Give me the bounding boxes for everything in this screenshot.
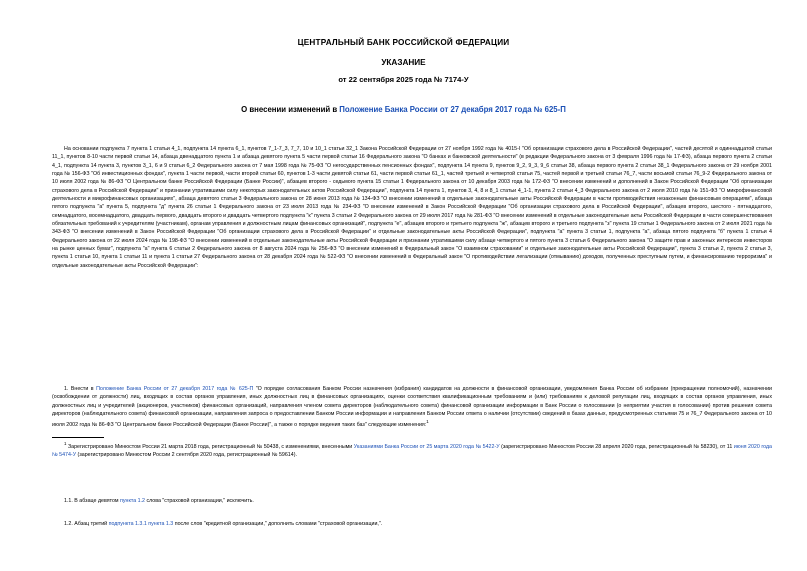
item-1-1 (52, 497, 772, 505)
point-1-text: "О порядке согласования Банком России назначения (избрания) кандидатов на должности в финансовой организации, уведомления Банка России об избрании (прекращении полномочий), назначении (освобождении от должности) лиц, входящих в состав органов управления, иных должностных лиц в финансовых организациях, оценки соответствия квалификационным требованиям и (или) требованиям к деловой репутации лиц, входящих в состав органов управления, иных должностных лиц и учредителей (акционеров, участников) финансовых организаций, направления членом совета директоров (наблюдательного совета) финансовой организации информации в Банк России о голосовании (о неприятии участия в голосовании) против решения совета директоров (наблюдательного совета) финансовой организации, направления запроса о предоставлении Банком России информации и направления Банком России ответа о наличии (отсутствии) сведений в базах данных, предусмотренных статьями 75 и 76_7 Федерального закона от 10 июля 2002 года № 86-ФЗ "О Центральном банке Российской Федерации (Банке России)", а также о порядке ведения таких баз" следующие изменения: (52, 386, 772, 429)
footnote-divider (52, 437, 104, 438)
item-1-2 (52, 520, 772, 528)
bank-name: ЦЕНТРАЛЬНЫЙ БАНК РОССИЙСКОЙ ФЕДЕРАЦИИ (297, 38, 510, 47)
footnote-link-a[interactable]: Указаниями Банка России от 25 марта 2020 года № 5422-У (353, 443, 500, 450)
footnote-text-a: Зарегистрировано Минюстом России 21 марта 2018 года, регистрационный № 50438, с изменениями, внесенными (66, 443, 354, 450)
document-type: УКАЗАНИЕ (381, 58, 426, 67)
point-1-link[interactable]: Положение Банка России от 27 декабря 2017 года № 625-П (96, 386, 254, 392)
point-1-paragraph (52, 385, 772, 429)
item-1-2-text: после слов "кредитной организации," дополнить словами "страховой организации,". (173, 521, 383, 527)
preamble-paragraph: На основании подпункта 7 пункта 1 статьи 4_1, подпункта 14 пункта 6_1, пунктов 7_1-7_3, 7_7, 10 и 10_1 статьи 32_1 Закона Российской Федерации от 27 ноября 1992 года № 4015-I "Об организации страхового дела в Российской Федерации", частей десятой и одиннадцатой статьи 11_1, пунктов 8-10 части первой статьи 14, абзаца двенадцатого пункта 1 и абзаца девятого пункта 5 части первой статьи 16 Федерального закона "О банках и банковской деятельности" (в редакции Федерального закона от 3 февраля 1996 года № 17-ФЗ), абзаца первого пункта 2 статьи 4_1, подпункта 14 пункта 3, пунктов 3_1, 6 и 9 статьи 6_2 Федерального закона от 7 мая 1998 года № 75-ФЗ "О негосударственных пенсионных фондах", подпункта 14 пункта 9, пунктов 9_2, 9_3, 9_6 статьи 38, абзаца первого пункта 2 статьи 38_1 Федерального закона от 29 ноября 2001 года № 156-ФЗ "Об инвестиционных фондах", пункта 1 части первой, части второй статьи 60, пунктов 1-3 части девятой статьи 61, части первой статьи 61_1, частей третьей и четвертой статьи 75, частей первой и третьей статьи 76_7, части восьмой статьи 76_9-2 Федерального закона от 10 июля 2002 года № 86-ФЗ "О Центральном банке Российской Федерации (Банке России)", абзацев второго - седьмого пункта 15 статьи 1 Федерального закона от 10 декабря 2003 года № 172-ФЗ "О внесении изменений и дополнений в Закон Российской Федерации "Об организации страхового дела в Российской Федерации" и признании утратившими силу некоторых законодательных актов Российской Федерации", подпункта 14 пункта 1, пунктов 3, 4, 8 и 8_1 статьи 4_1-1, пункта 2 статьи 4_3 Федерального закона от 2 июля 2010 года № 151-ФЗ "О микрофинансовой деятельности и микрофинансовых организациях", абзаца девятого статьи 3 Федерального закона от 28 июня 2013 года № 134-ФЗ "О внесении изменений в отдельные законодательные акты Российской Федерации в части противодействия незаконным финансовым операциям", абзаца пятого подпункта "а" пункта 5, подпункта "д" пункта 26 статьи 1 Федерального закона от 23 июля 2013 года № 234-ФЗ "О внесении изменений в Закон Российской Федерации "Об организации страхового дела в Российской Федерации", абзацев второго, шестого - пятнадцатого, семнадцатого, восемнадцатого, двадцать первого, двадцать второго и двадцать четвертого подпункта "к" пункта 3 статьи 2 Федерального закона от 29 июля 2017 года № 281-ФЗ "О внесении изменений в отдельные законодательные акты Российской Федерации в части совершенствования обязательных требований к учредителям (участникам), органам управления и должностным лицам финансовых организаций", подпункта "е", абзацев второго и третьего подпункта "ж", абзацев второго и третьего подпункта "з" пункта 19 статьи 1 Федерального закона от 2 июля 2021 года № 343-ФЗ "О внесении изменений в Закон Российской Федерации "Об организации страхового дела в Российской Федерации" и отдельные законодательные акты Российской Федерации", подпункта "а" пункта 3 статьи 1, подпункта "а", абзаца пятого подпункта "б" пункта 1 статьи 4 Федерального закона от 22 июля 2024 года № 198-ФЗ "О внесении изменений в отдельные законодательные акты Российской Федерации и признании утратившими силу абзаце четвертого и пятого пункта 3 статьи 6 Федерального закона "О защите прав и законных интересов инвесторов на рынке ценных бумаг", подпункта "а" пункта 6 статьи 2 Федерального закона от 8 августа 2024 года № 256-ФЗ "О внесении изменений в Федеральный закон "О взаимном страховании" и отдельные законодательные акты Российской Федерации", пункта 3 статьи 2, пункта 2 статьи 3, пункта 1 статьи 10, пункта 1 статьи 11 и пункта 1 статьи 27 Федерального закона от 28 декабря 2024 года № 522-ФЗ "О внесении изменений в Федеральный закон "О противодействии легализации (отмыванию) доходов, полученных преступным путем, и финансированию терроризма" и отдельные законодательные акты Российской Федерации": (52, 146, 772, 269)
title-link[interactable]: Положение Банка России от 27 декабря 2017 года № 625-П (339, 105, 566, 114)
footnote-marker: 1 (64, 441, 67, 446)
footnote (52, 440, 772, 460)
document-title (0, 105, 807, 114)
footnote-link-b[interactable]: июня 2020 года № 5474-У (52, 443, 772, 459)
footnote-text-c: (зарегистрировано Минюстом России 2 сентября 2020 года, регистрационный № 59614). (76, 452, 297, 459)
point-1-prefix: 1. Внести в (64, 386, 97, 392)
document-date-number: от 22 сентября 2025 года № 7174-У (338, 75, 469, 84)
item-1-1-link[interactable]: пункта 1.2 (120, 498, 145, 504)
footnote-ref: 1 (426, 419, 429, 425)
footnote-text-b: (зарегистрировано Минюстом России 28 апреля 2020 года, регистрационный № 58230), от 11 (499, 443, 734, 450)
item-1-2-prefix: 1.2. Абзац третий (64, 521, 109, 527)
item-1-1-text: слова "страховой организации," исключить. (145, 498, 254, 504)
title-prefix: О внесении изменений в (241, 105, 340, 114)
item-1-2-link[interactable]: подпункта 1.3.1 пункта 1.3 (108, 521, 174, 527)
item-1-1-prefix: 1.1. В абзаце девятом (64, 498, 121, 504)
